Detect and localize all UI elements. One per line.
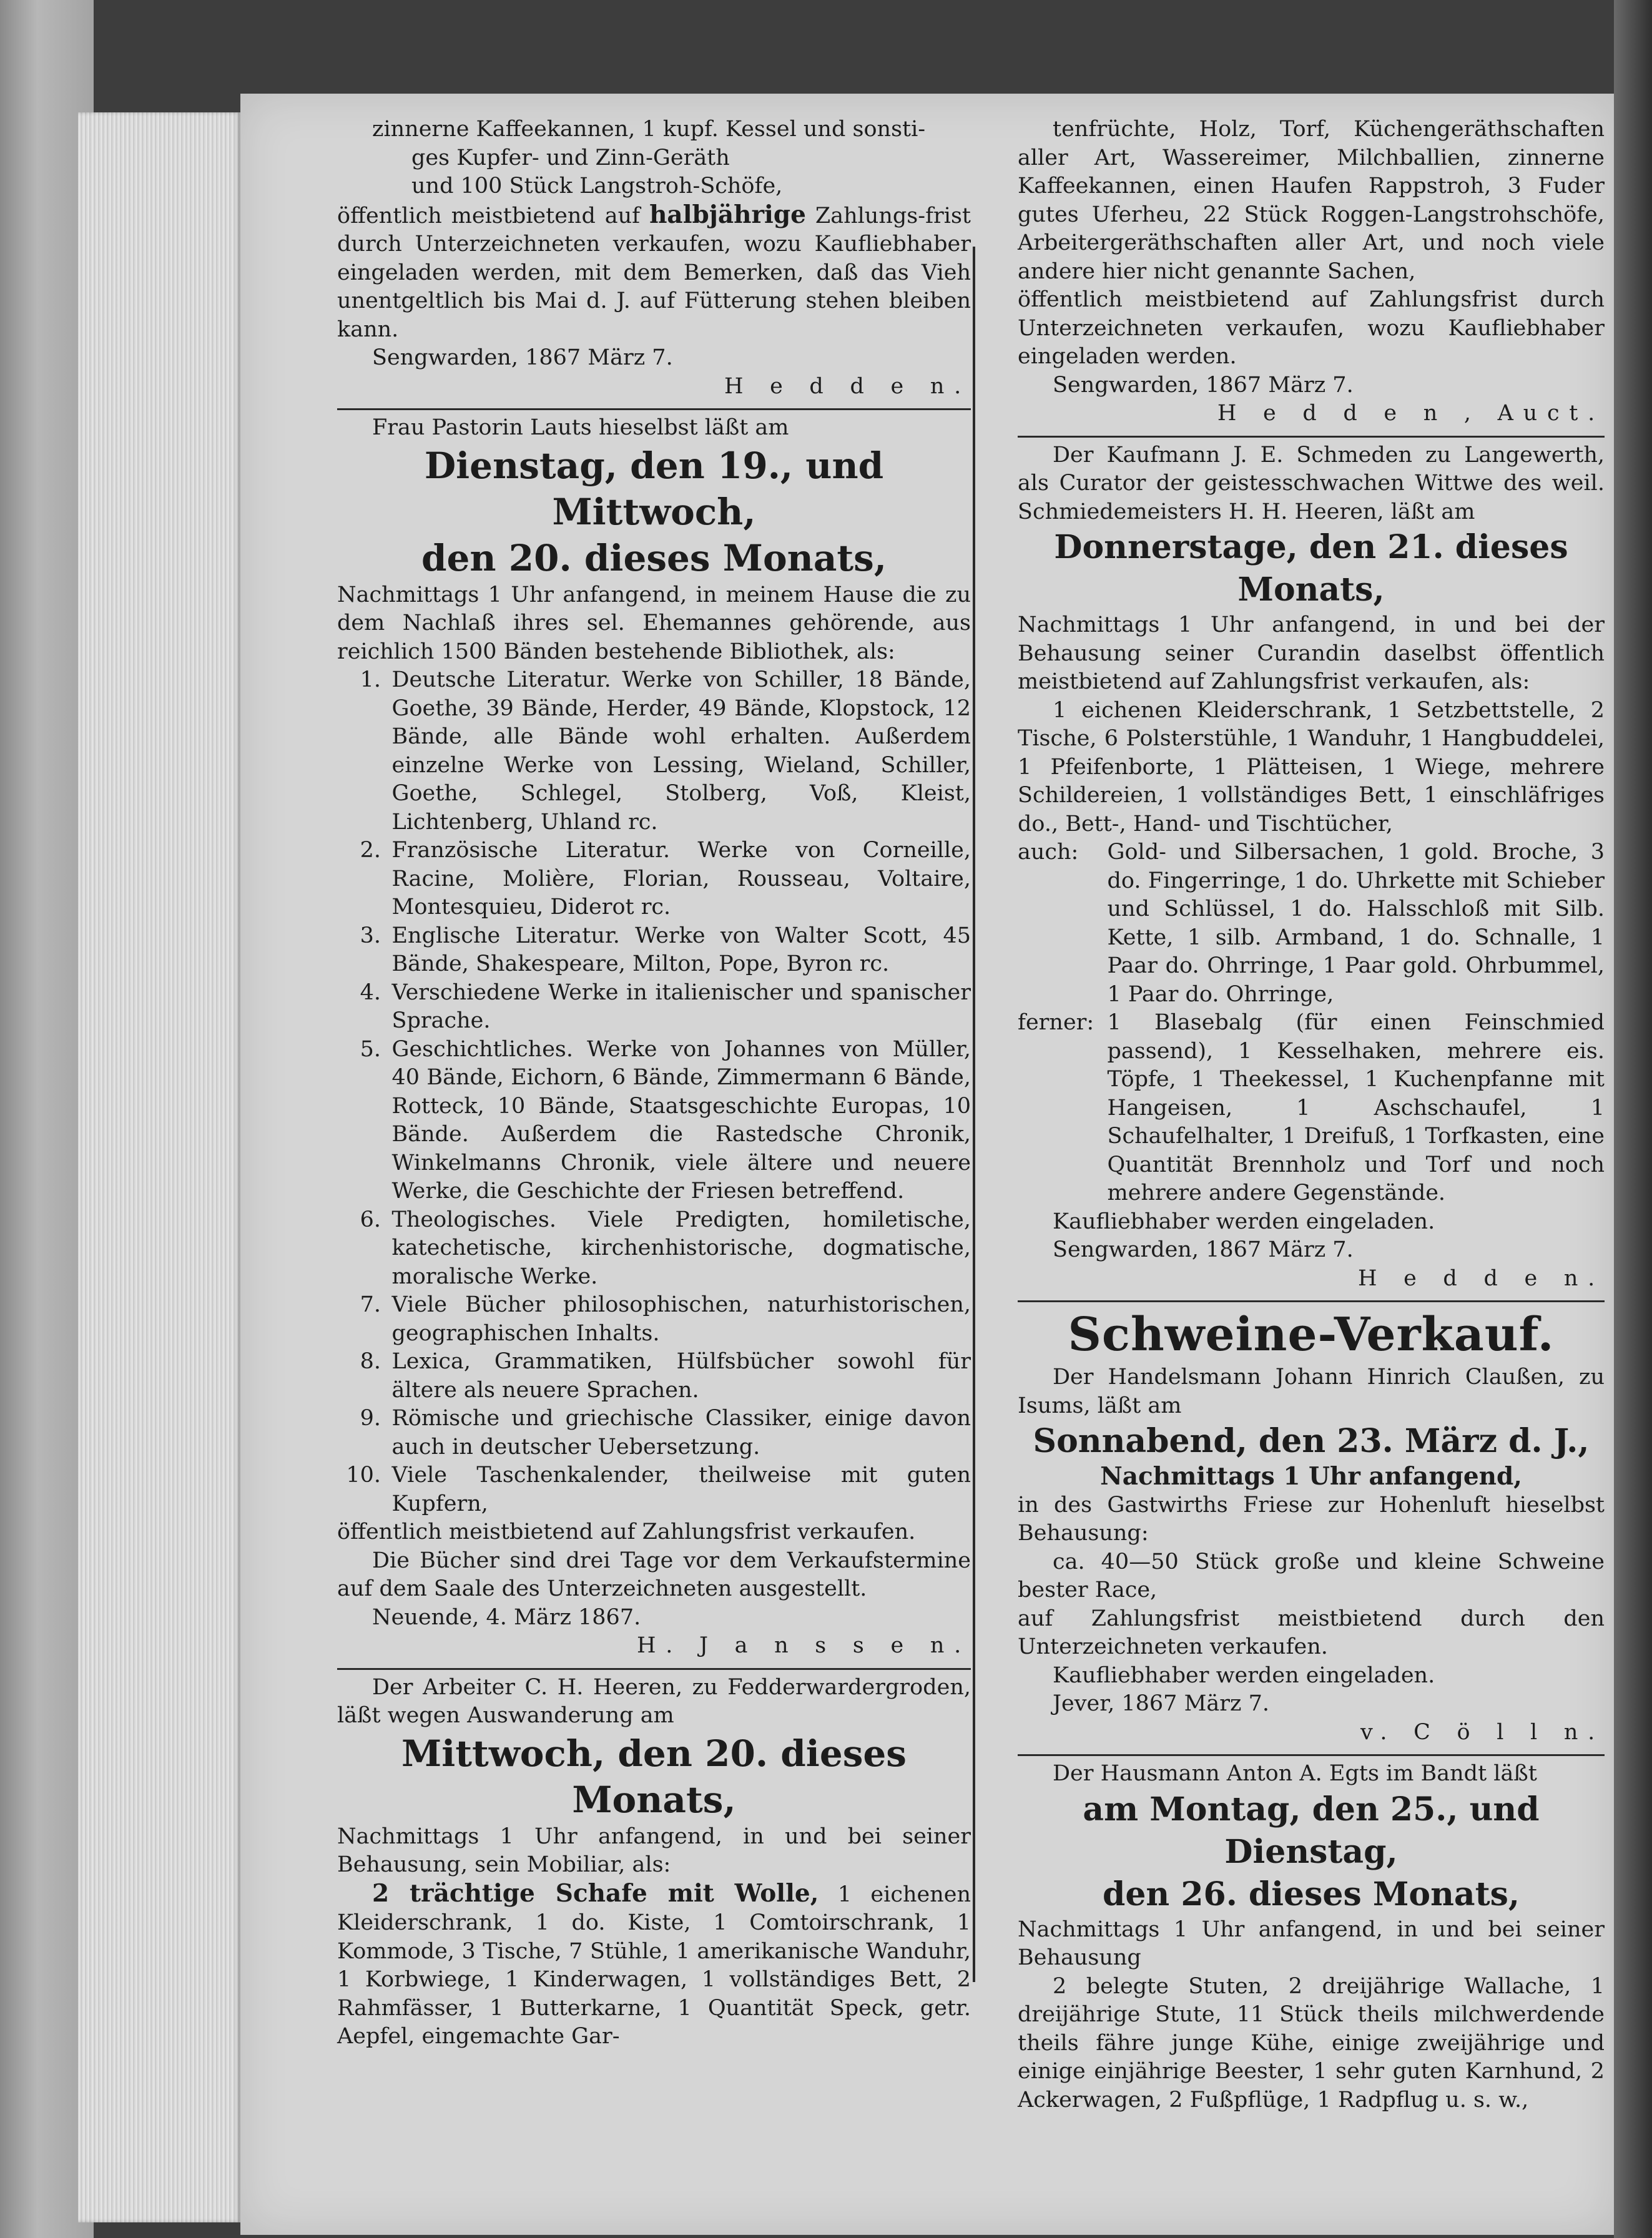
- item-text: 1 eichenen Kleiderschrank, 1 do. Kiste, 1 Comtoirschrank, 1 Kommode, 3 Tische, 7 Stühle, 1 amerikanische Wanduhr, 1 Korbwiege, 1 Kinderwagen, 1 vollständiges Bett, 2 Rahmfässer, 1 Butterkarne, 1 Quantität Speck, getr. Aepfel, eingemachte Gar-: [337, 1882, 971, 2049]
- ad-intro: Der Kaufmann J. E. Schmeden zu Langewerth, als Curator der geistesschwachen Wittwe des weil. Schmiedemeisters H. H. Heeren, läßt am: [1018, 442, 1605, 524]
- ad-heading: Donnerstage, den 21. dieses Monats,: [1054, 528, 1568, 609]
- item-number: 3.: [360, 923, 381, 948]
- ad-intro: Der Hausmann Anton A. Egts im Bandt läßt: [1053, 1761, 1537, 1786]
- ad-body: Nachmittags 1 Uhr anfangend, in und bei seiner Behausung: [1018, 1917, 1605, 1970]
- item-number: 6.: [360, 1207, 381, 1232]
- item-text: Römische und griechische Classiker, einige davon auch in deutscher Uebersetzung.: [391, 1406, 971, 1460]
- separator-rule: [1018, 1754, 1605, 1756]
- ad-title: Schweine-Verkauf.: [1068, 1308, 1555, 1362]
- text-paragraph: [337, 201, 971, 345]
- list-item: [1018, 1009, 1605, 1208]
- column-rule: [973, 247, 975, 1982]
- ad-continuation-hedden: [337, 115, 971, 401]
- item-text: Deutsche Literatur. Werke von Schiller, 18 Bände, Goethe, 39 Bände, Herder, 49 Bände, Klopstock, 12 Bände, alle Bände wohl erhalten. Außerdem einzelne Werke von Lessing, Wieland, Schiller, Goethe, Schlegel, Stolberg, Voß, Kleist, Lichtenberg, Uhland rc.: [391, 667, 971, 835]
- ad-invite: Kaufliebhaber werden eingeladen.: [1053, 1662, 1435, 1688]
- text-line: und 100 Stück Langstroh-Schöfe,: [411, 174, 783, 199]
- ad-closing: öffentlich meistbietend auf Zahlungsfrist durch Unterzeichneten verkaufen, wozu Kaufliebhaber eingeladen werden.: [1018, 287, 1605, 369]
- list-item: [337, 1291, 971, 1348]
- ad-intro: Frau Pastorin Lauts hieselbst läßt am: [372, 415, 789, 440]
- text-line: Zahlungs-frist durch Unterzeichneten verkaufen, wozu Kaufliebhaber eingeladen werden, mit dem Bemerken, daß das Vieh unentgeltlich bis Mai d. J. auf Fütterung stehen bleiben kann.: [337, 203, 971, 342]
- item-label: ferner:: [1018, 1010, 1094, 1035]
- item-text: Französische Literatur. Werke von Corneille, Racine, Molière, Florian, Rousseau, Voltaire, Montesquieu, Diderot rc.: [391, 838, 971, 920]
- ad-library-auction: [337, 414, 971, 1661]
- item-number: 9.: [360, 1406, 381, 1431]
- item-text: 1 Blasebalg (für einen Feinschmied passend), 1 Kesselhaken, mehrere eis. Töpfe, 1 Theekessel, 1 Kuchenpfanne mit Hangeisen, 1 Aschschaufel, 1 Schaufelhalter, 1 Dreifuß, 1 Torfkasten, eine Quantität Brennholz und Torf und noch mehrere andere Gegenstände.: [1107, 1010, 1605, 1205]
- dateline: Sengwarden, 1867 März 7.: [1053, 1237, 1354, 1262]
- item-text: Viele Taschenkalender, theilweise mit guten Kupfern,: [391, 1463, 971, 1516]
- dateline: Sengwarden, 1867 März 7.: [1053, 372, 1354, 398]
- ad-items: [337, 1880, 971, 2051]
- item-number: 8.: [360, 1349, 381, 1374]
- ad-items: tenfrüchte, Holz, Torf, Küchengeräthschaften aller Art, Wassereimer, Milchballien, zinnerne Kaffeekannen, einen Haufen Rappstroh, 3 Fuder gutes Uferheu, 22 Stück Roggen-Langstrohschöfe, Arbeitergeräthschaften aller Art, und noch viele andere hier nicht genannte Sachen,: [1018, 117, 1605, 284]
- emphasis: halbjährige: [649, 200, 806, 229]
- ad-items: ca. 40—50 Stück große und kleine Schweine bester Race,: [1018, 1549, 1605, 1602]
- separator-rule: [337, 408, 971, 410]
- dateline: Jever, 1867 März 7.: [1053, 1691, 1269, 1716]
- list-item: [337, 1206, 971, 1292]
- item-text: Theologisches. Viele Predigten, homiletische, katechetische, kirchenhistorische, dogmatische, moralische Werke.: [391, 1207, 971, 1289]
- ad-continuation-hedden-auct: [1018, 115, 1605, 428]
- list-item: [337, 666, 971, 837]
- ad-heading: den 26. dieses Monats,: [1102, 1875, 1520, 1913]
- ad-note: Die Bücher sind drei Tage vor dem Verkaufstermine auf dem Saale des Unterzeichneten ausgestellt.: [337, 1548, 971, 1601]
- text-line: ges Kupfer- und Zinn-Geräth: [411, 145, 730, 170]
- book-list: [337, 666, 971, 1518]
- list-item: [337, 1036, 971, 1206]
- list-item: [337, 979, 971, 1036]
- dateline: Sengwarden, 1867 März 7.: [372, 345, 673, 370]
- item-text: Lexica, Grammatiken, Hülfsbücher sowohl für ältere als neuere Sprachen.: [391, 1349, 971, 1403]
- item-number: 2.: [360, 838, 381, 863]
- ad-items: 1 eichenen Kleiderschrank, 1 Setzbettstelle, 2 Tische, 6 Polsterstühle, 1 Wanduhr, 1 Hangbuddelei, 1 Pfeifenborte, 1 Plätteisen, 1 Wiege, mehrere Schildereien, 1 vollständiges Bett, 1 einschläfriges do., Bett-, Hand- und Tischtücher,: [1018, 697, 1605, 837]
- ad-body: Nachmittags 1 Uhr anfangend, in meinem Hause die zu dem Nachlaß ihres sel. Ehemannes gehörende, aus reichlich 1500 Bänden bestehende Bibliothek, als:: [337, 582, 971, 664]
- ad-closing: auf Zahlungsfrist meistbietend durch den Unterzeichneten verkaufen.: [1018, 1606, 1605, 1659]
- signature: v. C ö l l n.: [1360, 1719, 1605, 1745]
- separator-rule: [1018, 1300, 1605, 1302]
- list-item: [337, 1461, 971, 1518]
- separator-rule: [337, 1668, 971, 1670]
- ad-invite: Kaufliebhaber werden eingeladen.: [1053, 1209, 1435, 1234]
- list-item: [337, 1348, 971, 1405]
- item-number: 5.: [360, 1036, 381, 1062]
- left-column: [337, 115, 971, 2051]
- ad-heading: Dienstag, den 19., und Mittwoch,: [424, 444, 884, 533]
- list-item: [337, 922, 971, 979]
- page-edges: [78, 112, 240, 2222]
- item-number: 1.: [360, 667, 381, 692]
- signature: H. J a n s s e n.: [636, 1633, 971, 1658]
- ad-closing: öffentlich meistbietend auf Zahlungsfrist verkaufen.: [337, 1519, 916, 1544]
- list-item: [337, 1405, 971, 1461]
- item-number: 4.: [360, 979, 381, 1005]
- ad-emigration-auction: [337, 1674, 971, 2051]
- ad-pig-sale: [1018, 1306, 1605, 1747]
- item-text: Verschiedene Werke in italienischer und spanischer Sprache.: [391, 979, 971, 1033]
- ad-heading: am Montag, den 25., und Dienstag,: [1083, 1790, 1540, 1871]
- separator-rule: [1018, 436, 1605, 438]
- item-number: 10.: [346, 1463, 381, 1488]
- page-shadow: [1614, 0, 1652, 2238]
- ad-curator-auction: [1018, 441, 1605, 1293]
- ad-items: 2 belegte Stuten, 2 dreijährige Wallache, 1 dreijährige Stute, 11 Stück theils milchwerdende theils fähre junge Kühe, einige zweijährige und einige einjährige Beester, 1 sehr guten Karnhund, 2 Ackerwagen, 2 Fußpflüge, 1 Radpflug u. s. w.,: [1018, 1973, 1605, 2113]
- ad-intro: Der Handelsmann Johann Hinrich Claußen, zu Isums, läßt am: [1018, 1365, 1605, 1418]
- ad-intro: Der Arbeiter C. H. Heeren, zu Fedderwardergroden, läßt wegen Auswanderung am: [337, 1674, 971, 1728]
- ad-livestock-auction: [1018, 1760, 1605, 2114]
- right-column: [1018, 115, 1605, 2114]
- item-label: auch:: [1018, 840, 1079, 865]
- ad-location: in des Gastwirths Friese zur Hohenluft hieselbst Behausung:: [1018, 1492, 1605, 1546]
- ad-body: Nachmittags 1 Uhr anfangend, in und bei der Behausung seiner Curandin daselbst öffentlich meistbietend auf Zahlungsfrist verkaufen, als:: [1018, 612, 1605, 694]
- list-item: [337, 837, 971, 922]
- text-line: zinnerne Kaffeekannen, 1 kupf. Kessel und sonsti-: [372, 117, 926, 142]
- signature: H e d d e n , Auct.: [1217, 401, 1605, 426]
- item-number: 7.: [360, 1292, 381, 1317]
- item-text: Geschichtliches. Werke von Johannes von Müller, 40 Bände, Eichorn, 6 Bände, Zimmermann 6 Bände, Rotteck, 10 Bände, Staatsgeschichte Europas, 10 Bände. Außerdem die Rastedsche Chronik, Winkelmanns Chronik, viele ältere und neuere Werke, die Geschichte der Friesen betreffend.: [391, 1036, 971, 1204]
- text-line: öffentlich meistbietend auf: [337, 203, 641, 228]
- ad-heading: Sonnabend, den 23. März d. J.,: [1033, 1422, 1590, 1460]
- ad-heading: den 20. dieses Monats,: [421, 536, 887, 579]
- ad-heading: Mittwoch, den 20. dieses Monats,: [401, 1732, 907, 1821]
- signature: H e d d e n.: [1357, 1265, 1605, 1291]
- list-item: [1018, 838, 1605, 1009]
- item-text: Englische Literatur. Werke von Walter Scott, 45 Bände, Shakespeare, Milton, Pope, Byron rc.: [391, 923, 971, 976]
- item-text: Viele Bücher philosophischen, naturhistorischen, geographischen Inhalts.: [391, 1292, 971, 1346]
- item-text: Gold- und Silbersachen, 1 gold. Broche, 3 do. Fingerringe, 1 do. Uhrkette mit Schieber und Schlüssel, 1 do. Halsschloß mit Silb. Kette, 1 silb. Armband, 1 do. Schnalle, 1 Paar do. Ohrringe, 1 Paar gold. Ohrbummel, 1 Paar do. Ohrringe,: [1107, 840, 1605, 1007]
- ad-body: Nachmittags 1 Uhr anfangend, in und bei seiner Behausung, sein Mobiliar, als:: [337, 1823, 971, 1877]
- ad-subheading: Nachmittags 1 Uhr anfangend,: [1100, 1462, 1522, 1491]
- signature: H e d d e n.: [724, 373, 971, 399]
- dateline: Neuende, 4. März 1867.: [372, 1604, 641, 1630]
- emphasis: 2 trächtige Schafe mit Wolle,: [372, 1878, 819, 1908]
